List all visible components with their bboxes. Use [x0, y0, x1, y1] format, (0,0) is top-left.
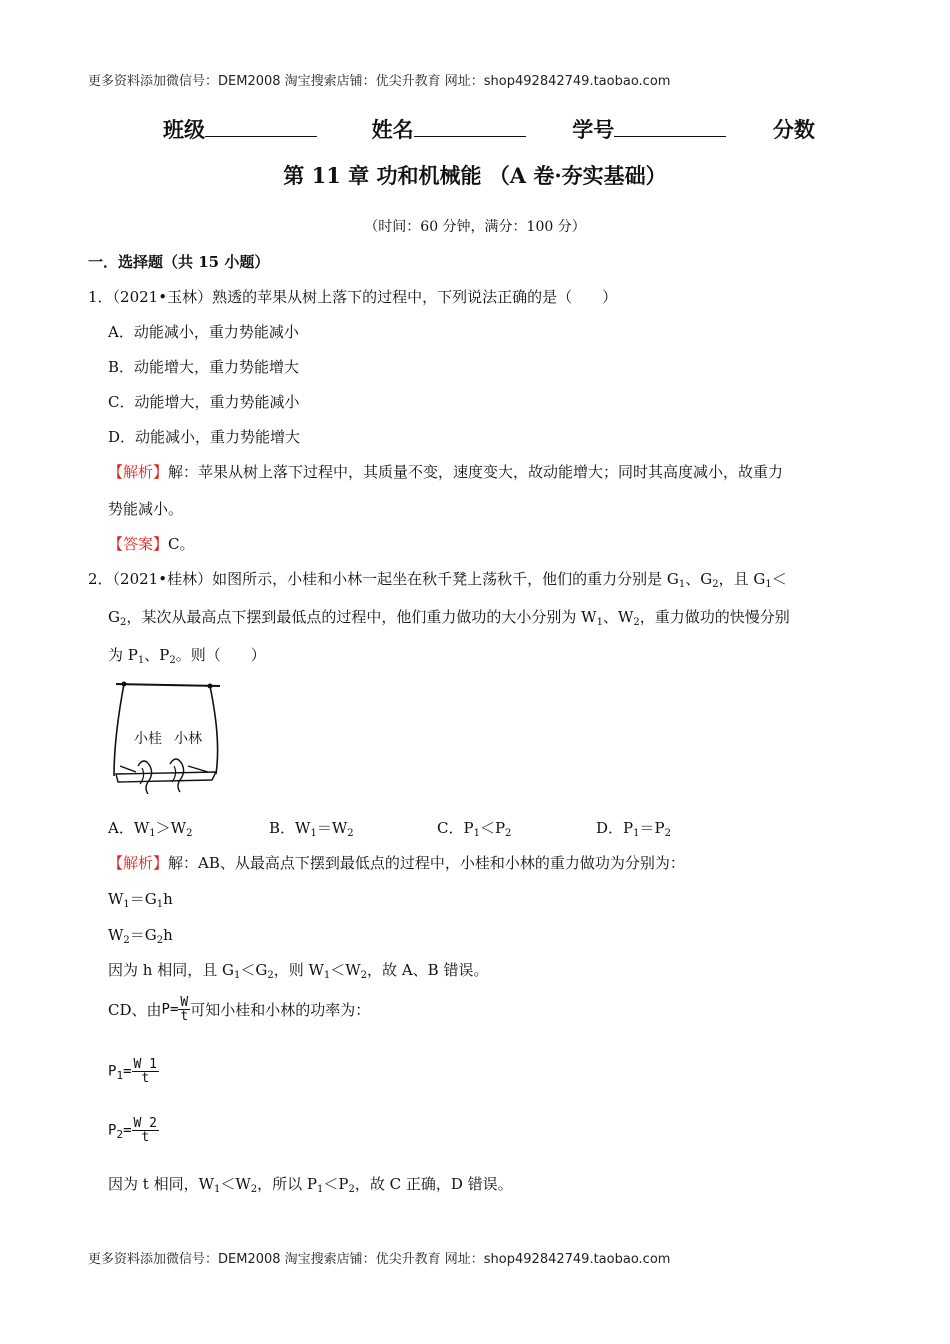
page-subtitle: （时间：60 分钟，满分：100 分）: [364, 219, 586, 235]
q1-answer-text: C。: [168, 535, 195, 553]
swing-illustration: [108, 676, 224, 794]
analysis-tag: 【解析】: [108, 854, 169, 872]
q2-option-d: D．$P_1=P_2$: [596, 819, 671, 839]
q1-stem: 1．（2021•玉林）熟透的苹果从树上落下的过程中，下列说法正确的是（ ）: [88, 288, 618, 306]
q1-option-b: B．动能增大，重力势能增大: [108, 358, 300, 376]
analysis-tag: 【解析】: [108, 463, 169, 481]
power-formula-fraction: $\frac{W}{t}$: [180, 995, 189, 1024]
q2-stem-line2: $G_2$，某次从最高点下摆到最低点的过程中，他们重力做功的大小分别为 $W_1$、$W_2$，重力做功的快慢分别: [108, 608, 790, 628]
name-blank[interactable]: [414, 120, 526, 137]
student-info-fields: [163, 114, 815, 144]
q2-option-a: A．$W_1>W_2$: [108, 819, 193, 839]
class-label: 班级: [163, 117, 205, 142]
q2-cd-line: CD、由P= $\frac{W}{t}$ 可知小桂和小林的功率为：: [108, 995, 371, 1024]
page-header: 更多资料添加微信号：DEM2008 淘宝搜索店铺：优尖升教育 网址：shop492842749.taobao.com: [88, 74, 671, 89]
q1-analysis-text: 解：苹果从树上落下过程中，其质量不变，速度变大，故动能增大；同时其高度减小，故重力: [168, 463, 784, 481]
q2-option-c: C．$P_1<P_2$: [437, 819, 512, 839]
q1-analysis-line2: 势能减小。: [108, 500, 184, 518]
q2-eq-w2: $W_2=G_2h$: [108, 926, 173, 946]
figure-label-xiaogui: 小桂: [134, 731, 162, 747]
name-label: 姓名: [371, 117, 414, 142]
q2-option-b: B．$W_1=W_2$: [269, 819, 354, 839]
q2-final-line: 因为 t 相同，$W_1<W_2$，所以 $P_1<P_2$，故 C 正确，D 错误。: [108, 1175, 513, 1195]
q2-stem-line3: 为 $P_1$、$P_2$。则（ ）: [108, 646, 266, 666]
score-label: 分数: [772, 117, 815, 142]
q1-option-a: A．动能减小，重力势能减小: [108, 323, 299, 341]
id-label: 学号: [572, 117, 615, 142]
q2-eq-w1: $W_1=G_1h$: [108, 890, 173, 910]
answer-tag: 【答案】: [108, 535, 169, 553]
swing-figure: [108, 676, 224, 794]
q2-stem-line1: 2．（2021•桂林）如图所示，小桂和小林一起坐在秋千凳上荡秋千，他们的重力分别是 $G_1$、$G_2$，且 $G_1<$: [88, 570, 787, 590]
q1-option-c: C．动能增大，重力势能减小: [108, 393, 300, 411]
q2-p2-formula: $P_2=$ $\frac{W 2}{t}$: [108, 1116, 157, 1145]
q2-p1-formula: $P_1=$ $\frac{W 1}{t}$: [108, 1057, 157, 1086]
q1-answer: [108, 533, 195, 554]
page-footer: 更多资料添加微信号：DEM2008 淘宝搜索店铺：优尖升教育 网址：shop492842749.taobao.com: [88, 1252, 671, 1267]
q2-because-line: 因为 h 相同，且 $G_1<G_2$，则 $W_1<W_2$，故 A、B 错误。: [108, 961, 489, 981]
class-blank[interactable]: [205, 120, 317, 137]
q1-analysis-line1: [108, 461, 783, 482]
section-heading: 一．选择题（共 15 小题）: [88, 253, 270, 271]
id-blank[interactable]: [614, 120, 726, 137]
page-title: 第 11 章 功和机械能 （A 卷·夯实基础）: [283, 163, 667, 188]
figure-label-xiaolin: 小林: [174, 731, 202, 747]
q2-analysis-line1: 【解析】解：AB、从最高点下摆到最低点的过程中，小桂和小林的重力做功为分别为：: [108, 854, 685, 872]
q1-option-d: D．动能减小，重力势能增大: [108, 428, 301, 446]
